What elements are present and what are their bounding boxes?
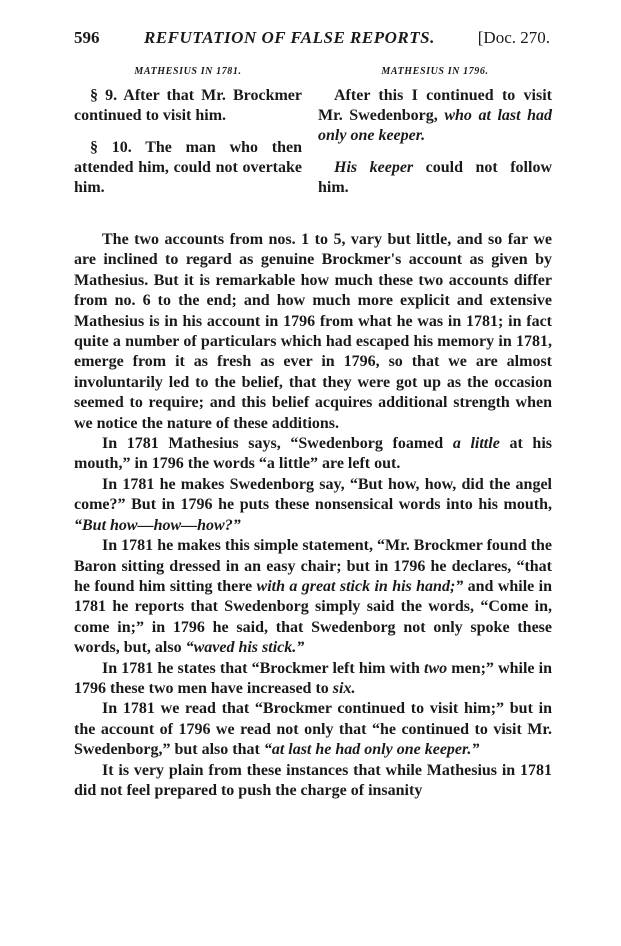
italic-text-run: “at last he had only one keeper.” (263, 741, 480, 759)
italic-text-run: with a great stick in his hand;” (256, 577, 464, 595)
column-1796 (318, 64, 552, 210)
text-run: and while in 1781 he reports that Swedenborg simply said the words, “Come in, come in;” in 1796 he said, that Swedenborg not only spoke these words, but, also (74, 577, 553, 657)
text-run: at his mouth,” in 1796 the words “a little” are left out. (74, 435, 552, 473)
running-title: REFUTATION OF FALSE REPORTS. (144, 28, 435, 47)
text-run: § 10. The man who then attended him, could not overtake him. (74, 139, 302, 196)
paragraph (74, 475, 552, 536)
paragraph (74, 699, 552, 760)
column-1781-text (74, 86, 302, 198)
column-1796-text (318, 86, 552, 198)
text-run: In 1781 we read that “Brockmer continued to visit him;” but in the account of 1796 we read not only that “he continued to visit Mr. Swedenborg,” but also that (74, 700, 552, 759)
paragraph (74, 536, 552, 658)
italic-text-run: His keeper (334, 159, 414, 176)
italic-text-run: who at last had only one keeper. (318, 107, 553, 144)
body-text (74, 230, 552, 801)
text-run: In 1781 he makes this simple statement, “Mr. Brockmer found the Baron sitting dressed in an easy chair; but in 1796 he declares, “that he found him sitting there (74, 537, 552, 595)
italic-text-run: “But how—how—how?” (74, 516, 241, 534)
italic-text-run: six. (332, 679, 356, 697)
page-number: 596 (74, 28, 100, 47)
paragraph (318, 86, 552, 146)
paragraph (74, 761, 552, 802)
paragraph (74, 86, 302, 126)
italic-text-run: a little (452, 435, 500, 453)
italic-text-run: “waved his stick.” (185, 639, 305, 657)
italic-text-run: two (424, 659, 448, 677)
paragraph (74, 659, 552, 700)
paragraph (74, 230, 552, 434)
text-run: In 1781 he makes Swedenborg say, “But how, how, did the angel come?” But in 1796 he puts these nonsensical words into his mouth, (74, 475, 552, 514)
text-run: could not follow him. (318, 159, 552, 196)
paragraph (74, 434, 552, 475)
paragraph (74, 138, 302, 198)
text-run: § 9. After that Mr. Brockmer continued to visit him. (74, 87, 302, 124)
text-run: In 1781 he states that “Brockmer left him with (102, 659, 424, 677)
column-heading-1796: MATHESIUS IN 1796. (381, 66, 489, 77)
text-run: It is very plain from these instances that while Mathesius in 1781 did not feel prepared to push the charge of insanity (74, 761, 552, 799)
text-run: After this I continued to visit Mr. Swedenborg, (318, 87, 552, 124)
column-1781 (74, 64, 302, 210)
document-reference: [Doc. 270. (477, 28, 550, 47)
running-head (74, 27, 550, 49)
text-run: The two accounts from nos. 1 to 5, vary but little, and so far we are inclined to regard as genuine Brockmer's account as given by Mathesius. But it is remarkable how much these two accounts differ from no. 6 to the end; and how much more explicit and extensive Mathesius is in his account in 1796 from what he was in 1781; in fact quite a number of particulars which had escaped his memory in 1781, emerge from it as fresh as ever in 1796, so that we are almost involuntarily led to the belief, that they were got up as the occasion seemed to require; and this belief acquires additional strength when we notice the nature of these additions. (74, 231, 552, 432)
text-run: men;” while in 1796 these two men have increased to (74, 659, 552, 697)
text-run: In 1781 Mathesius says, “Swedenborg foamed (102, 435, 453, 453)
paragraph (318, 158, 552, 198)
column-heading-1781: MATHESIUS IN 1781. (134, 66, 242, 77)
